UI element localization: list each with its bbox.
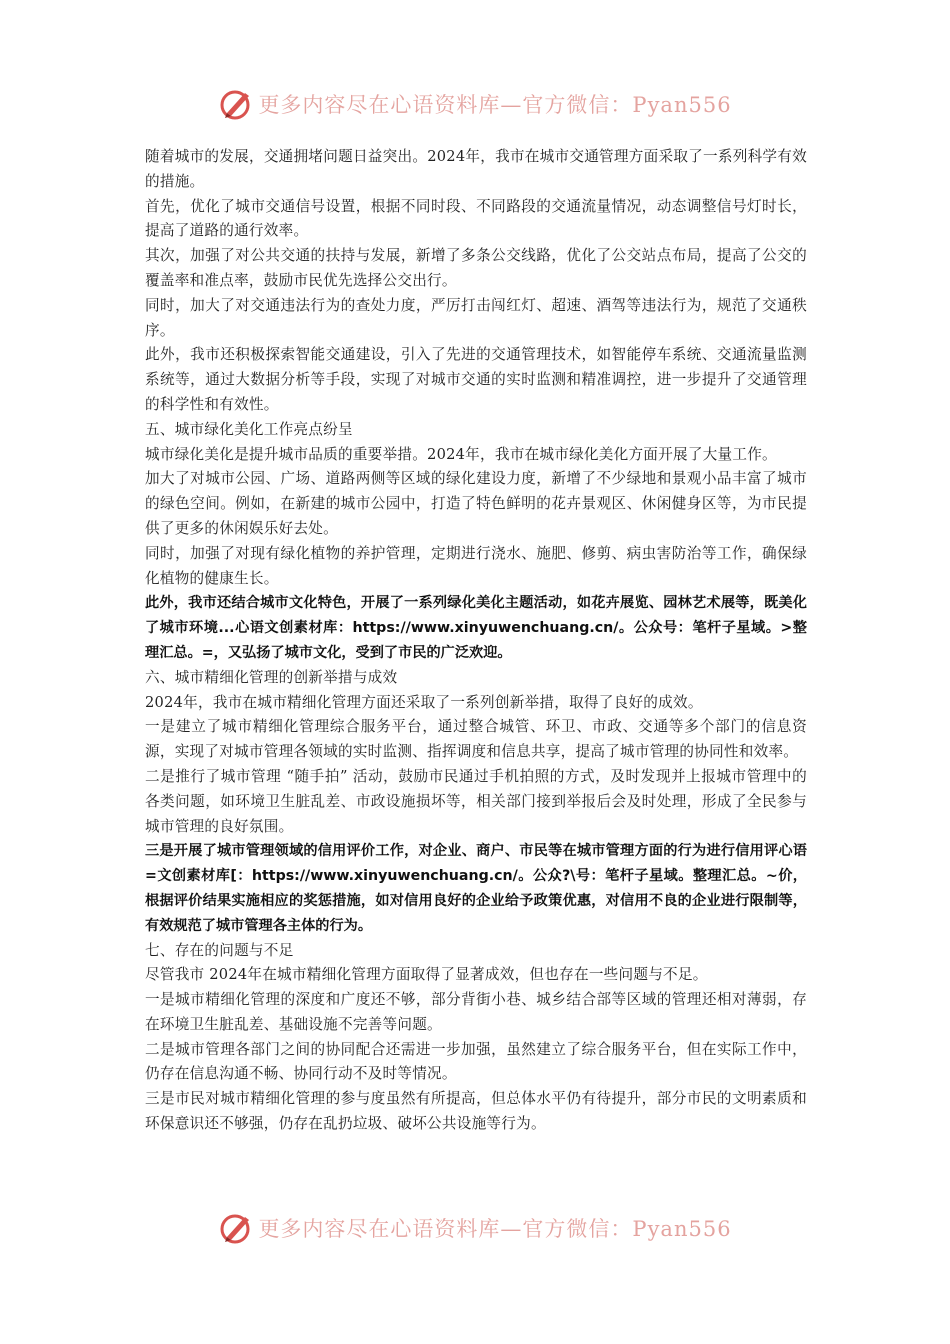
paragraph: 五、城市绿化美化工作亮点纷呈 — [145, 420, 353, 438]
paragraph: 首先，优化了城市交通信号设置，根据不同时段、不同路段的交通流量情况，动态调整信号灯时长，提高了道路的通行效率。 — [145, 197, 807, 240]
banner-text: 更多内容尽在心语资料库—官方微信：Pyan556 — [258, 1217, 732, 1241]
paragraph: 同时，加大了对交通违法行为的查处力度，严厉打击闯红灯、超速、酒驾等违法行为，规范了交通秩序。 — [145, 296, 807, 339]
paragraph: 其次，加强了对公共交通的扶持与发展，新增了多条公交线路，优化了公交站点布局，提高了公交的覆盖率和准点率，鼓励市民优先选择公交出行。 — [145, 247, 807, 289]
pen-logo-icon — [218, 1210, 254, 1246]
pen-logo-icon — [218, 86, 254, 122]
document-body — [145, 145, 807, 1137]
paragraph: 二是推行了城市管理 “随手拍” 活动，鼓励市民通过手机拍照的方式，及时发现并上报城市管理中的各类问题，如环境卫生脏乱差、市政设施损坏等，相关部门接到举报后会及时处理，形成了全民参与城市管理的良好氛围。 — [145, 767, 807, 835]
paragraph: 随着城市的发展，交通拥堵问题日益突出。2024年，我市在城市交通管理方面采取了一系列科学有效的措施。 — [145, 148, 807, 190]
paragraph: 一是城市精细化管理的深度和广度还不够，部分背街小巷、城乡结合部等区域的管理还相对薄弱，存在环境卫生脏乱差、基础设施不完善等问题。 — [145, 991, 807, 1033]
paragraph: 一是建立了城市精细化管理综合服务平台，通过整合城管、环卫、市政、交通等多个部门的信息资源，实现了对城市管理各领域的实时监测、指挥调度和信息共享，提高了城市管理的协同性和效率。 — [145, 718, 807, 761]
paragraph: 2024年，我市在城市精细化管理方面还采取了一系列创新举措，取得了良好的成效。 — [145, 693, 703, 711]
banner-text: 更多内容尽在心语资料库—官方微信：Pyan556 — [258, 93, 732, 117]
paragraph: 三是开展了城市管理领域的信用评价工作，对企业、商户、市民等在城市管理方面的行为进行信用评心语=文创素材库[：https://www.xinyuwenchuang.cn/。公众?\号：笔杆子星域。整理汇总。~价，根据评价结果实施相应的奖惩措施，如对信用良好的企业给予政策优惠，对信用不良的企业进行限制等，有效规范了城市管理各主体的行为。 — [145, 843, 807, 934]
paragraph: 二是城市管理各部门之间的协同配合还需进一步加强，虽然建立了综合服务平台，但在实际工作中，仍存在信息沟通不畅、协同行动不及时等情况。 — [145, 1040, 807, 1083]
paragraph: 此外，我市还结合城市文化特色，开展了一系列绿化美化主题活动，如花卉展览、园林艺术展等，既美化了城市环境...心语文创素材库：https://www.xinyuwenchuang.cn/。公众号：笔杆子星域。>整理汇总。=，又弘扬了城市文化，受到了市民的广泛欢迎。 — [145, 595, 807, 661]
paragraph: 尽管我市 2024年在城市精细化管理方面取得了显著成效，但也存在一些问题与不足。 — [145, 966, 708, 984]
paragraph: 同时，加强了对现有绿化植物的养护管理，定期进行浇水、施肥、修剪、病虫害防治等工作，确保绿化植物的健康生长。 — [145, 544, 807, 587]
paragraph: 加大了对城市公园、广场、道路两侧等区域的绿化建设力度，新增了不少绿地和景观小品丰富了城市的绿色空间。例如，在新建的城市公园中，打造了特色鲜明的花卉景观区、休闲健身区等，为市民提供了更多的休闲娱乐好去处。 — [145, 470, 807, 537]
header-watermark-banner — [0, 84, 950, 124]
paragraph: 城市绿化美化是提升城市品质的重要举措。2024年，我市在城市绿化美化方面开展了大量工作。 — [145, 445, 777, 463]
footer-watermark-banner — [0, 1208, 950, 1248]
paragraph: 七、存在的问题与不足 — [145, 941, 294, 959]
paragraph: 此外，我市还积极探索智能交通建设，引入了先进的交通管理技术，如智能停车系统、交通流量监测系统等，通过大数据分析等手段，实现了对城市交通的实时监测和精准调控，进一步提升了交通管理的科学性和有效性。 — [145, 346, 807, 413]
paragraph: 六、城市精细化管理的创新举措与成效 — [145, 668, 398, 686]
paragraph: 三是市民对城市精细化管理的参与度虽然有所提高，但总体水平仍有待提升，部分市民的文明素质和环保意识还不够强，仍存在乱扔垃圾、破坏公共设施等行为。 — [145, 1090, 807, 1133]
